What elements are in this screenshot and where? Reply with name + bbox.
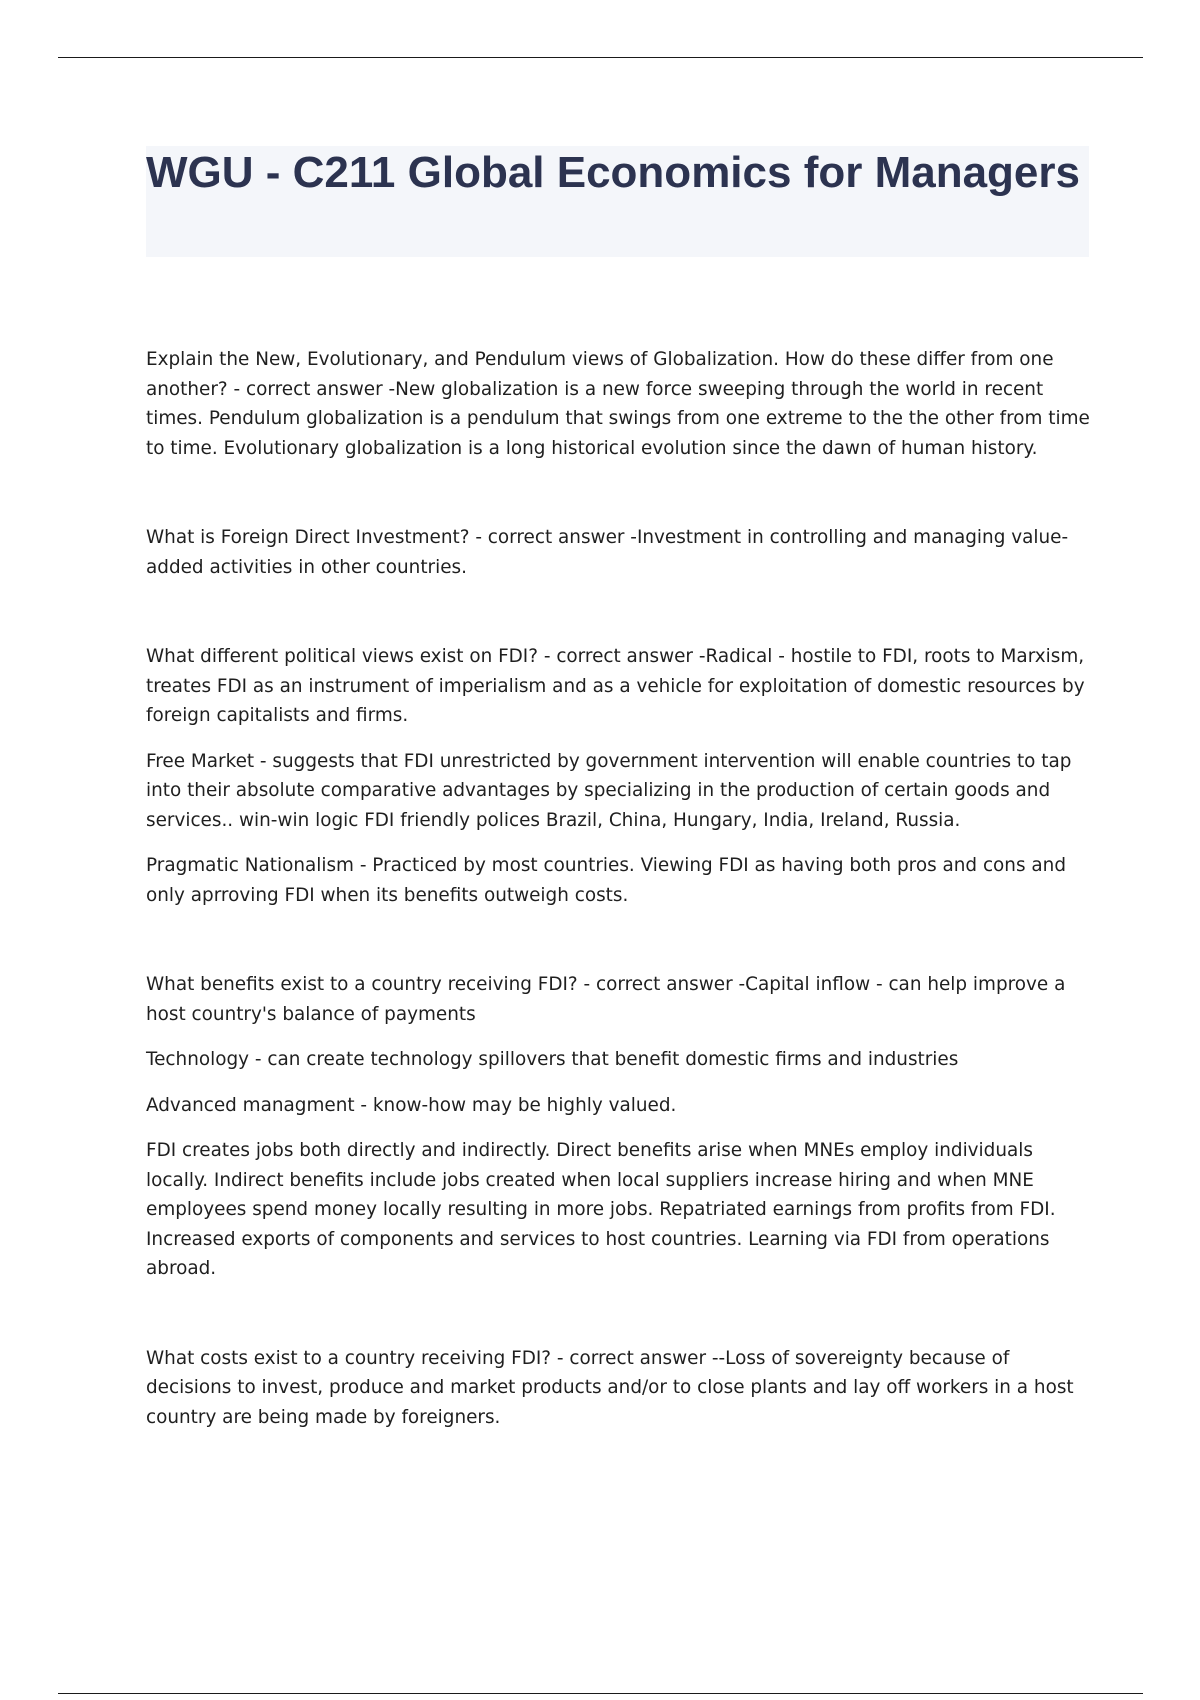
qa-item [146,642,1091,910]
qa-item [146,1344,1091,1433]
qa-paragraph: What benefits exist to a country receiving FDI? - correct answer -Capital inflow - can help improve a host country's balance of payments [146,974,1066,1025]
document-title: WGU - C211 Global Economics for Managers [146,148,1080,197]
qa-paragraph: FDI creates jobs both directly and indirectly. Direct benefits arise when MNEs employ individuals locally. Indirect benefits include jobs created when local suppliers increase hiring and when MNE employees spend money locally resulting in more jobs. Repatriated earnings from profits from FDI. Increased exports of components and services to host countries. Learning via FDI from operations abroad. [146,1140,1056,1279]
top-rule [58,57,1143,58]
qa-paragraph: What costs exist to a country receiving FDI? - correct answer --Loss of sovereignty because of decisions to invest, produce and market products and/or to close plants and lay off workers in a host country are being made by foreigners. [146,1347,1074,1428]
qa-item [146,523,1091,582]
qa-item [146,970,1091,1284]
document-body [146,345,1091,1432]
qa-paragraph: What is Foreign Direct Investment? - correct answer -Investment in controlling and managing value-added activities in other countries. [146,527,1069,578]
title-block [146,146,1089,257]
bottom-rule [58,1693,1143,1694]
qa-paragraph: Technology - can create technology spillovers that benefit domestic firms and industries [146,1049,959,1070]
qa-paragraph: Explain the New, Evolutionary, and Pendulum views of Globalization. How do these differ from one another? - correct answer -New globalization is a new force sweeping through the world in recent times. Pendulum globalization is a pendulum that swings from one extreme to the the other from time to time. Evolutionary globalization is a long historical evolution since the dawn of human history. [146,349,1090,459]
qa-paragraph: Advanced managment - know-how may be highly valued. [146,1094,677,1116]
qa-paragraph: What different political views exist on FDI? - correct answer -Radical - hostile to FDI, roots to Marxism, treates FDI as an instrument of imperialism and as a vehicle for exploitation of domestic resources by foreign capitalists and firms. [146,646,1085,726]
qa-paragraph: Pragmatic Nationalism - Practiced by most countries. Viewing FDI as having both pros and cons and only aprroving FDI when its benefits outweigh costs. [146,855,1066,906]
qa-paragraph: Free Market - suggests that FDI unrestricted by government intervention will enable countries to tap into their absolute comparative advantages by specializing in the production of certain goods and services.. win-win logic FDI friendly polices Brazil, China, Hungary, India, Ireland, Russia. [146,750,1072,831]
qa-item [146,345,1091,463]
